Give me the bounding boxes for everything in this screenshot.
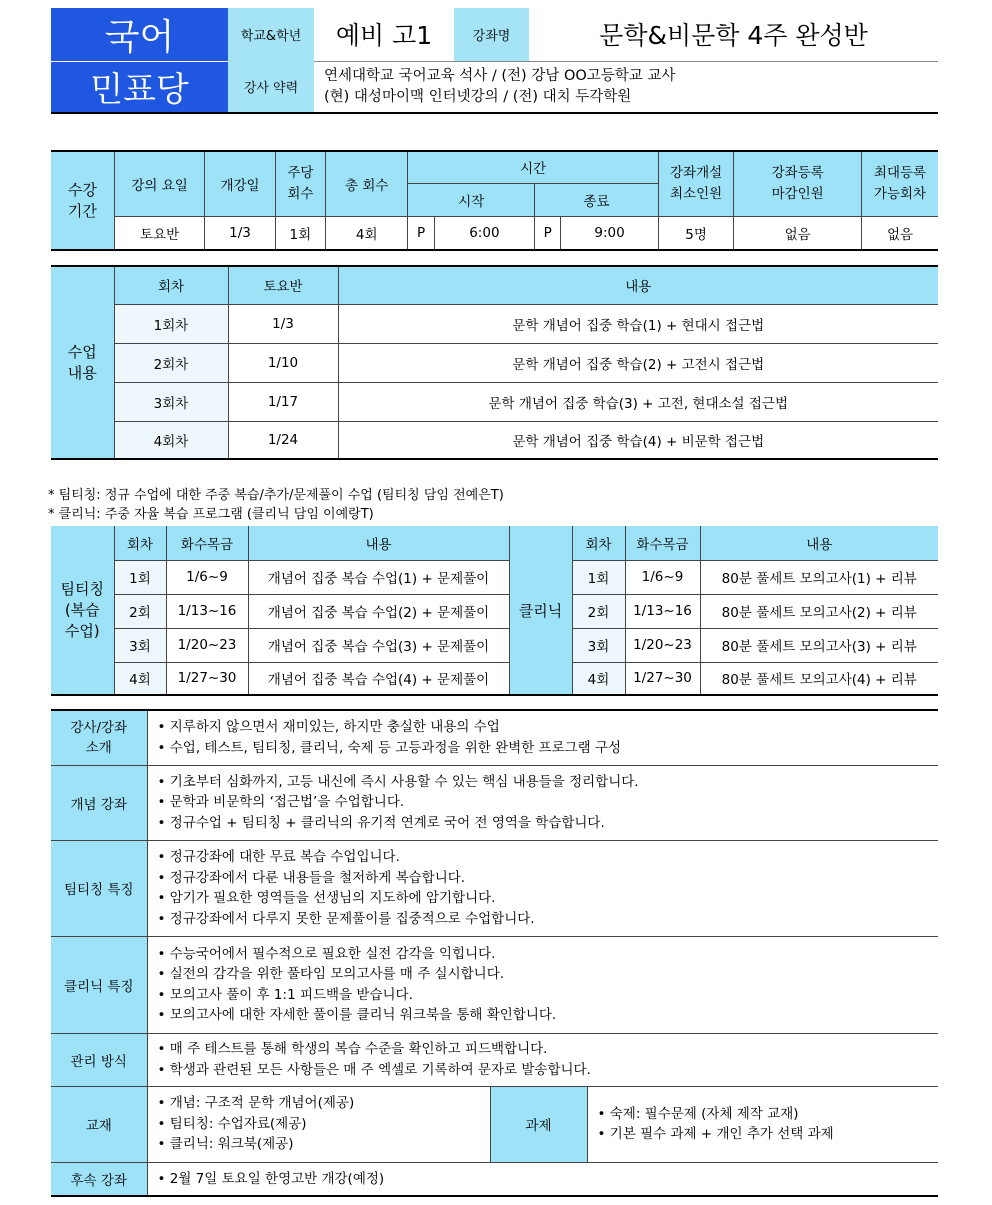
max-value: 없음: [862, 216, 939, 250]
team-date: 1/13~16: [166, 594, 248, 628]
table-row: [51, 594, 938, 628]
lesson-content-header: 내용: [338, 266, 938, 304]
weekly-header: 주당 회수: [275, 151, 325, 216]
team-clinic-table: [51, 526, 938, 696]
clinic-label: 클리닉: [509, 526, 572, 695]
bio-label: 강사 약력: [228, 61, 314, 113]
next-course-label: 후속 강좌: [51, 1162, 147, 1196]
team-feature-label: 팀티칭 특징: [51, 840, 147, 936]
bio-line-2: (현) 대성마이맥 인터넷강의 / (전) 대치 두각학원: [324, 88, 632, 105]
min-value: 5명: [658, 216, 733, 250]
table-row: [51, 421, 938, 459]
lesson-no: 1회차: [114, 304, 228, 343]
table-row: [51, 304, 938, 343]
lesson-content: 문학 개념어 집중 학습(2) + 고전시 접근법: [338, 343, 938, 382]
list-item: • 정규강좌에 대한 무료 복습 수업입니다.: [158, 847, 939, 868]
lesson-date-header: 토요반: [228, 266, 338, 304]
team-no: 3회: [114, 628, 166, 662]
homework-label: 과제: [490, 1086, 587, 1162]
team-no: 4회: [114, 662, 166, 695]
team-content: 개념어 집중 복습 수업(1) + 문제풀이: [248, 560, 509, 594]
clinic-feature-list: [147, 936, 938, 1033]
list-item: • 실전의 감각을 위한 풀타임 모의고사를 매 주 실시합니다.: [158, 964, 939, 985]
header-table: [51, 8, 938, 114]
team-content: 개념어 집중 복습 수업(4) + 문제풀이: [248, 662, 509, 695]
manage-list: [147, 1033, 938, 1086]
list-item: • 정규수업 + 팀티칭 + 클리닉의 유기적 연계로 국어 전 영역을 학습합니다.: [158, 813, 939, 834]
clinic-no: 4회: [572, 662, 625, 695]
list-item: • 개념: 구조적 문학 개념어(제공): [158, 1093, 490, 1114]
team-date: 1/27~30: [166, 662, 248, 695]
lessons-table: [51, 265, 938, 460]
clinic-no-header: 회차: [572, 526, 625, 560]
team-content-header: 내용: [248, 526, 509, 560]
lesson-date: 1/3: [228, 304, 338, 343]
course-label: 강좌명: [454, 8, 529, 61]
team-date-header: 화수목금: [166, 526, 248, 560]
list-item: • 지루하지 않으면서 재미있는, 하지만 충실한 내용의 수업: [158, 717, 939, 738]
lesson-content: 문학 개념어 집중 학습(4) + 비문학 접근법: [338, 421, 938, 459]
list-item: • 숙제: 필수문제 (자체 제작 교재): [598, 1104, 939, 1125]
clinic-content: 80분 풀세트 모의고사(1) + 리뷰: [700, 560, 938, 594]
team-no-header: 회차: [114, 526, 166, 560]
end-time: 9:00: [561, 216, 659, 250]
clinic-feature-label: 클리닉 특징: [51, 936, 147, 1033]
close-header: 강좌등록 마감인원: [734, 151, 862, 216]
list-item: • 수능국어에서 필수적으로 필요한 실전 감각을 익힙니다.: [158, 944, 939, 965]
table-row: [51, 662, 938, 695]
team-date: 1/6~9: [166, 560, 248, 594]
book-label: 교재: [51, 1086, 147, 1162]
start-ampm: P: [408, 216, 434, 250]
clinic-no: 1회: [572, 560, 625, 594]
list-item: • 2월 7일 토요일 한영고반 개강(예정): [158, 1169, 939, 1190]
max-header: 최대등록 가능회차: [862, 151, 939, 216]
list-item: • 정규강좌에서 다루지 못한 문제풀이를 집중적으로 수업합니다.: [158, 909, 939, 930]
concept-label: 개념 강좌: [51, 765, 147, 840]
team-note: * 팀티칭: 정규 수업에 대한 주중 복습/추가/문제풀이 수업 (팀티칭 담임 전예은T): [48, 488, 504, 503]
team-content: 개념어 집중 복습 수업(2) + 문제풀이: [248, 594, 509, 628]
team-date: 1/20~23: [166, 628, 248, 662]
lesson-date: 1/24: [228, 421, 338, 459]
list-item: • 모의고사 풀이 후 1:1 피드백을 받습니다.: [158, 985, 939, 1006]
concept-list: [147, 765, 938, 840]
list-item: • 정규강좌에서 다룬 내용들을 철저하게 복습합니다.: [158, 868, 939, 889]
start-date-header: 개강일: [205, 151, 275, 216]
teacher-bio: [314, 61, 938, 113]
day-value: 토요반: [114, 216, 205, 250]
list-item: • 문학과 비문학의 ‘접근법’을 수업합니다.: [158, 792, 939, 813]
day-header: 강의 요일: [114, 151, 205, 216]
details-table: [51, 709, 938, 1197]
team-content: 개념어 집중 복습 수업(3) + 문제풀이: [248, 628, 509, 662]
list-item: • 매 주 테스트를 통해 학생의 복습 수준을 확인하고 피드백합니다.: [158, 1039, 939, 1060]
team-label: 팀티칭 (복습 수업): [51, 526, 114, 695]
clinic-date: 1/27~30: [625, 662, 700, 695]
table-row: [51, 628, 938, 662]
homework-list: [587, 1086, 938, 1162]
list-item: • 기본 필수 과제 + 개인 추가 선택 과제: [598, 1124, 939, 1145]
lesson-date: 1/17: [228, 382, 338, 421]
subject-title: 국어: [51, 8, 228, 61]
clinic-date-header: 화수목금: [625, 526, 700, 560]
grade-value: 예비 고1: [335, 21, 433, 51]
clinic-note: * 클리닉: 주중 자율 복습 프로그램 (클리닉 담임 이예랑T): [48, 507, 374, 522]
lesson-no-header: 회차: [114, 266, 228, 304]
lesson-date: 1/10: [228, 343, 338, 382]
next-course-list: [147, 1162, 938, 1196]
intro-list: [147, 710, 938, 765]
lesson-no: 3회차: [114, 382, 228, 421]
lesson-content: 문학 개념어 집중 학습(3) + 고전, 현대소설 접근법: [338, 382, 938, 421]
clinic-date: 1/13~16: [625, 594, 700, 628]
total-value: 4회: [326, 216, 408, 250]
bio-line-1: 연세대학교 국어교육 석사 / (전) 강남 OO고등학교 교사: [324, 67, 676, 84]
clinic-content: 80분 풀세트 모의고사(3) + 리뷰: [700, 628, 938, 662]
total-header: 총 회수: [326, 151, 408, 216]
clinic-date: 1/20~23: [625, 628, 700, 662]
period-label: 수강 기간: [51, 151, 114, 250]
end-ampm: P: [535, 216, 561, 250]
team-no: 1회: [114, 560, 166, 594]
clinic-content: 80분 풀세트 모의고사(4) + 리뷰: [700, 662, 938, 695]
lessons-label: 수업 내용: [51, 266, 114, 459]
team-feature-list: [147, 840, 938, 936]
start-header: 시작: [408, 183, 535, 216]
start-time: 6:00: [434, 216, 535, 250]
book-list: [147, 1086, 490, 1162]
table-row: [51, 343, 938, 382]
clinic-content-header: 내용: [700, 526, 938, 560]
table-row: [51, 382, 938, 421]
intro-label: 강사/강좌 소개: [51, 710, 147, 765]
list-item: • 팀티칭: 수업자료(제공): [158, 1114, 490, 1135]
list-item: • 모의고사에 대한 자세한 풀이를 클리닉 워크북을 통해 확인합니다.: [158, 1005, 939, 1026]
list-item: • 수업, 테스트, 팀티칭, 클리닉, 숙제 등 고등과정을 위한 완벽한 프로그램 구성: [158, 738, 939, 759]
manage-label: 관리 방식: [51, 1033, 147, 1086]
list-item: • 암기가 필요한 영역들을 선생님의 지도하에 암기합니다.: [158, 888, 939, 909]
clinic-no: 2회: [572, 594, 625, 628]
close-value: 없음: [734, 216, 862, 250]
list-item: • 기초부터 심화까지, 고등 내신에 즉시 사용할 수 있는 핵심 내용들을 정리합니다.: [158, 772, 939, 793]
list-item: • 클리닉: 워크북(제공): [158, 1134, 490, 1155]
clinic-date: 1/6~9: [625, 560, 700, 594]
lesson-content: 문학 개념어 집중 학습(1) + 현대시 접근법: [338, 304, 938, 343]
weekly-value: 1회: [275, 216, 325, 250]
lesson-no: 4회차: [114, 421, 228, 459]
grade-label: 학교&학년: [228, 8, 314, 61]
time-header: 시간: [408, 151, 658, 183]
list-item: • 학생과 관련된 모든 사항들은 매 주 엑셀로 기록하여 문자로 발송합니다.: [158, 1060, 939, 1081]
lesson-no: 2회차: [114, 343, 228, 382]
table-row: [51, 560, 938, 594]
teacher-name: 민표당: [51, 61, 228, 113]
team-no: 2회: [114, 594, 166, 628]
start-date-value: 1/3: [205, 216, 275, 250]
min-header: 강좌개설 최소인원: [658, 151, 733, 216]
clinic-no: 3회: [572, 628, 625, 662]
course-title: 문학&비문학 4주 완성반: [599, 21, 868, 51]
end-header: 종료: [535, 183, 659, 216]
clinic-content: 80분 풀세트 모의고사(2) + 리뷰: [700, 594, 938, 628]
schedule-table: [51, 150, 938, 251]
